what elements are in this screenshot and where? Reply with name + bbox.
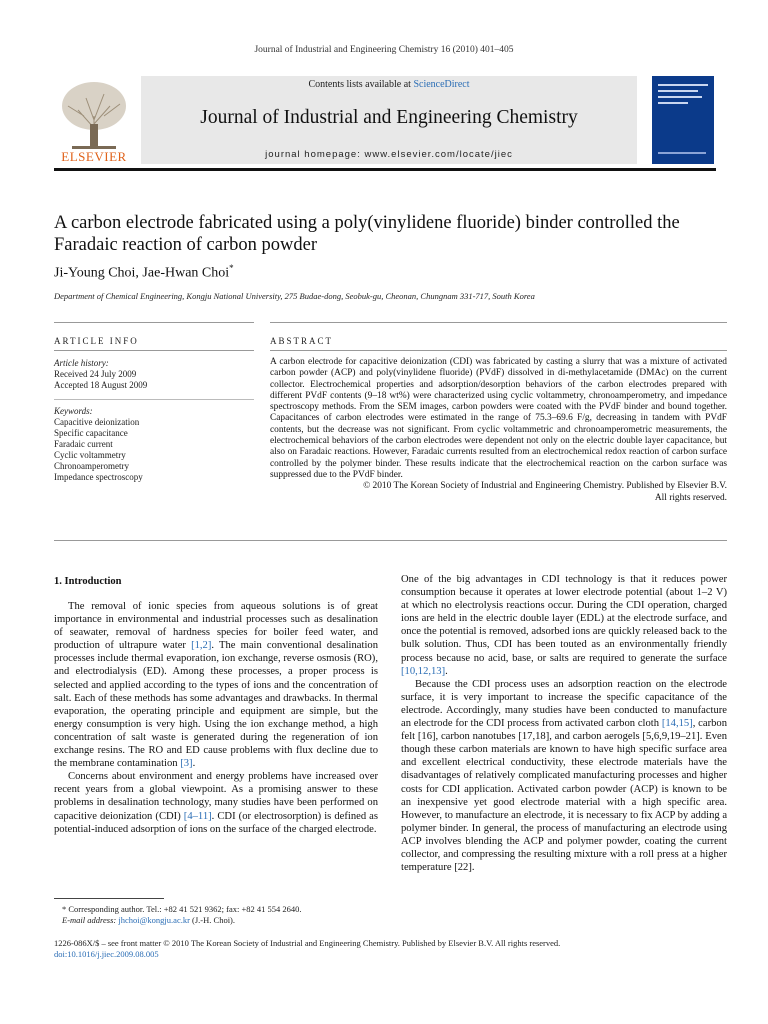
abstract-text: A carbon electrode for capacitive deionization (CDI) was fabricated by casting a slurry that was a mixture of activated carbon powder (ACP) and poly(vinylidene fluoride) (PVdF) dissolved in di-methylacetamide (DMAc) on the current collector. Electrochemical properties and adsorption/desorption behaviors of the carbon electrodes prepared with different PVdF contents (9–18 wt%) were characterized using cyclic voltammetry, chronoamperometry, and impedance spectroscopy methods. From the SEM images, carbon powders were coated with the PVdF binder and bound together. Capacitances of carbon electrodes were estimated in the range of 75.3–69.6 F/g, decreasing in tandem with PVdF contents, but the decrease was not significant. From cyclic voltammetric and chronoamperometric measurements, the electrochemical behaviors of the carbon electrodes were dependent not only on the electric double layer capacitance, but also on Faradaic reactions. However, Faradaic currents resulted from an electrochemical redox reaction of carbon surface controlled by the polymer binder. These results indicate that the electrochemical reaction on the carbon surface was suppressed due to the PVdF binder. — [270, 357, 727, 480]
keyword: Cyclic voltammetry — [54, 450, 126, 460]
keyword: Faradaic current — [54, 439, 113, 449]
corresponding-author: * Corresponding author. Tel.: +82 41 521 9362; fax: +82 41 554 2640. — [62, 904, 302, 914]
copyright-line: © 2010 The Korean Society of Industrial and Engineering Chemistry. Published by Elsevier B.V. — [363, 481, 727, 492]
elsevier-logo — [54, 76, 134, 164]
accepted-date: Accepted 18 August 2009 — [54, 380, 148, 390]
affiliation: Department of Chemical Engineering, Kongju National University, 275 Budae-dong, Seobuk-gu, Cheonan, Chungnam 331-717, South Korea — [54, 291, 535, 301]
running-head: Journal of Industrial and Engineering Chemistry 16 (2010) 401–405 — [254, 45, 514, 55]
email-link[interactable]: jhchoi@kongju.ac.kr — [118, 915, 190, 925]
journal-banner — [54, 76, 716, 164]
keyword: Impedance spectroscopy — [54, 472, 143, 482]
article-history — [54, 358, 254, 391]
rights-line: All rights reserved. — [654, 492, 727, 503]
keywords-label: Keywords: — [54, 406, 93, 416]
article-authors — [54, 263, 234, 282]
left-column — [54, 600, 378, 836]
citation-link[interactable]: [1,2] — [191, 640, 212, 652]
keyword: Chronoamperometry — [54, 461, 129, 471]
citation-link[interactable]: [10,12,13] — [401, 665, 446, 677]
article-info-heading: ARTICLE INFO — [54, 336, 139, 346]
sciencedirect-link[interactable]: ScienceDirect — [413, 79, 470, 90]
footnote — [62, 904, 382, 926]
journal-cover-image — [652, 76, 714, 164]
right-column — [401, 573, 727, 874]
abstract-body — [270, 357, 727, 504]
banner-center — [141, 76, 637, 164]
issn-line: 1226-086X/$ – see front matter © 2010 The Korean Society of Industrial and Engineering Chemistry. Published by Elsevier B.V. All rights reserved. — [54, 938, 561, 948]
header-rule — [54, 168, 716, 171]
publisher-name: ELSEVIER — [61, 149, 127, 164]
contents-line — [141, 79, 637, 90]
divider — [54, 322, 254, 323]
doi-link[interactable]: doi:10.1016/j.jiec.2009.08.005 — [54, 949, 159, 959]
journal-title: Journal of Industrial and Engineering Chemistry — [200, 107, 578, 128]
article-title: A carbon electrode fabricated using a poly(vinylidene fluoride) binder controlled the Faradaic reaction of carbon powder — [54, 213, 680, 255]
citation-link[interactable]: [3] — [180, 758, 193, 770]
author-names: Ji-Young Choi, Jae-Hwan Choi — [54, 265, 230, 281]
received-date: Received 24 July 2009 — [54, 369, 137, 379]
paragraph: The removal of ionic species from aqueous solutions is of great importance in environmental and industrial processes such as desalination of seawater, removal of hardness species for boiler feed water, and production of ultrapure water [1,2]. The main conventional desalination processes include thermal evaporation, ion exchange, reverse osmosis (RO), and electrodialysis (ED). Among these processes, a proper process is selected and applied according to the types of ions and the concentration of salt. Each of these methods has some advantages and drawbacks. In thermal evaporation, the operating principle and equipment are simple, but the energy consumption is very high. Using the ion exchange method, a high concentration of salt waste is generated during the regeneration of ion exchange resins. The RO and ED cause problems with flux decline due to the membrane contamination [3]. — [54, 601, 378, 770]
section-heading-introduction: 1. Introduction — [54, 576, 122, 587]
front-matter — [54, 938, 734, 960]
keyword: Specific capacitance — [54, 428, 128, 438]
paragraph: Because the CDI process uses an adsorption reaction on the electrode surface, it is very important to increase the specific capacitance of the electrode. Accordingly, many studies have been conducted to manufacture an electrode for the CDI process from activated carbon cloth [14,15], carbon felt [16], carbon nanotubes [17,18], and carbon aerogels [5,6,9,19–21]. Even though these carbon materials are known to have high specific surface area and excellent electrical conductivity, these electrode materials have the disadvantages of relatively complicated manufacturing processes and higher costs for CDI application. Activated carbon powder (ACP) is known to be an inexpensive yet good electrode material with a high specific area. However, to manufacture an electrode, it is necessary to fix ACP by adding a polymer binder. In general, the process of manufacturing an electrode using ACP involves blending the ACP and polymer powder, coating the current collector, and compressing the resulting mixture with a roll press at a higher temperature [22]. — [401, 678, 728, 874]
citation-link[interactable]: [14,15] — [661, 718, 693, 730]
keywords — [54, 406, 254, 483]
citation-link[interactable]: [4–11] — [183, 810, 212, 822]
corresponding-mark[interactable]: * — [229, 263, 234, 273]
divider — [270, 322, 727, 323]
paragraph: Concerns about environment and energy problems have increased over recent years from a global viewpoint. As a promising answer to these problems in desalination technology, many studies have been performed on capacitive deionization (CDI) [4–11]. CDI (or electrosorption) is defined as potential-induced adsorption of ions on the surface of the charged electrode. — [54, 771, 378, 835]
email-line: E-mail address: jhchoi@kongju.ac.kr (J.-H. Choi). — [62, 915, 236, 925]
divider — [54, 399, 254, 400]
keyword: Capacitive deionization — [54, 417, 140, 427]
divider — [270, 350, 727, 351]
divider — [54, 350, 254, 351]
abstract-heading: ABSTRACT — [270, 336, 334, 346]
paragraph: One of the big advantages in CDI technology is that it reduces power consumption because it operates at lower electrode potential (about 1–2 V) at which no electrolysis reactions occur. During the CDI operation, charged ions are held in the electric double layer (EDL) at the electrode surface, and once the potential is removed, adsorbed ions are quickly released back to the bulk solution. Thus, CDI has been touted as an environmentally friendly process because no acid, base, or salts are required to generate the surface [10,12,13]. — [401, 574, 727, 677]
divider — [54, 540, 727, 541]
history-label: Article history: — [54, 358, 109, 368]
footnote-rule — [54, 898, 164, 899]
contents-prefix: Contents lists available at — [308, 79, 414, 90]
journal-homepage[interactable]: journal homepage: www.elsevier.com/locate/jiec — [265, 149, 513, 160]
